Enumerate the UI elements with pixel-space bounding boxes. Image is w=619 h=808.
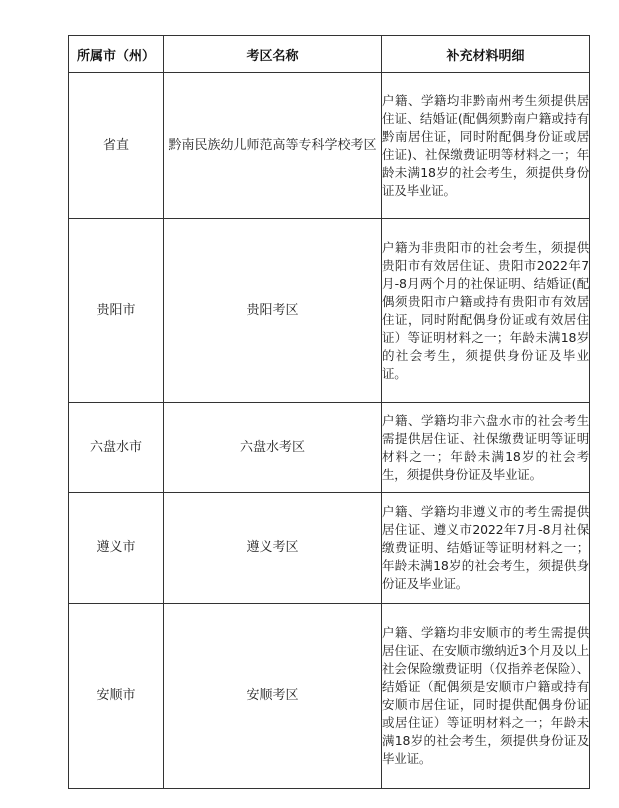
- city-cell: 省直: [69, 73, 164, 219]
- city-cell: 遵义市: [69, 493, 164, 604]
- table-row: [69, 604, 590, 789]
- city-cell: 贵阳市: [69, 219, 164, 403]
- materials-cell: 户籍、学籍均非黔南州考生须提供居住证、结婚证(配偶须黔南户籍或持有黔南居住证，同时附配偶身份证或居住证)、社保缴费证明等材料之一；年龄未满18岁的社会考生，须提供身份证及毕业证。: [382, 73, 590, 219]
- header-city: 所属市（州）: [69, 36, 164, 73]
- materials-table: [68, 35, 590, 789]
- city-cell: 六盘水市: [69, 403, 164, 493]
- table-row: [69, 219, 590, 403]
- exam-area-cell: 六盘水考区: [164, 403, 382, 493]
- table-row: [69, 73, 590, 219]
- exam-area-cell: 黔南民族幼儿师范高等专科学校考区: [164, 73, 382, 219]
- table-header-row: [69, 36, 590, 73]
- materials-cell: 户籍、学籍均非安顺市的考生需提供居住证、在安顺市缴纳近3个月及以上社会保险缴费证明（仅指养老保险）、结婚证（配偶须是安顺市户籍或持有安顺市居住证，同时提供配偶身份证或居住证）等证明材料之一；年龄未满18岁的社会考生，须提供身份证及毕业证。: [382, 604, 590, 789]
- materials-cell: 户籍为非贵阳市的社会考生，须提供贵阳市有效居住证、贵阳市2022年7月-8月两个月的社保证明、结婚证(配偶须贵阳市户籍或持有贵阳市有效居住证，同时附配偶身份证或有效居住证）等证明材料之一；年龄未满18岁的社会考生，须提供身份证及毕业证。: [382, 219, 590, 403]
- header-materials: 补充材料明细: [382, 36, 590, 73]
- exam-area-cell: 安顺考区: [164, 604, 382, 789]
- table-row: [69, 403, 590, 493]
- exam-area-cell: 遵义考区: [164, 493, 382, 604]
- materials-cell: 户籍、学籍均非遵义市的考生需提供居住证、遵义市2022年7月-8月社保缴费证明、结婚证等证明材料之一；年龄未满18岁的社会考生，须提供身份证及毕业证。: [382, 493, 590, 604]
- header-exam-area: 考区名称: [164, 36, 382, 73]
- materials-cell: 户籍、学籍均非六盘水市的社会考生需提供居住证、社保缴费证明等证明材料之一；年龄未满18岁的社会考生，须提供身份证及毕业证。: [382, 403, 590, 493]
- city-cell: 安顺市: [69, 604, 164, 789]
- exam-area-cell: 贵阳考区: [164, 219, 382, 403]
- table-row: [69, 493, 590, 604]
